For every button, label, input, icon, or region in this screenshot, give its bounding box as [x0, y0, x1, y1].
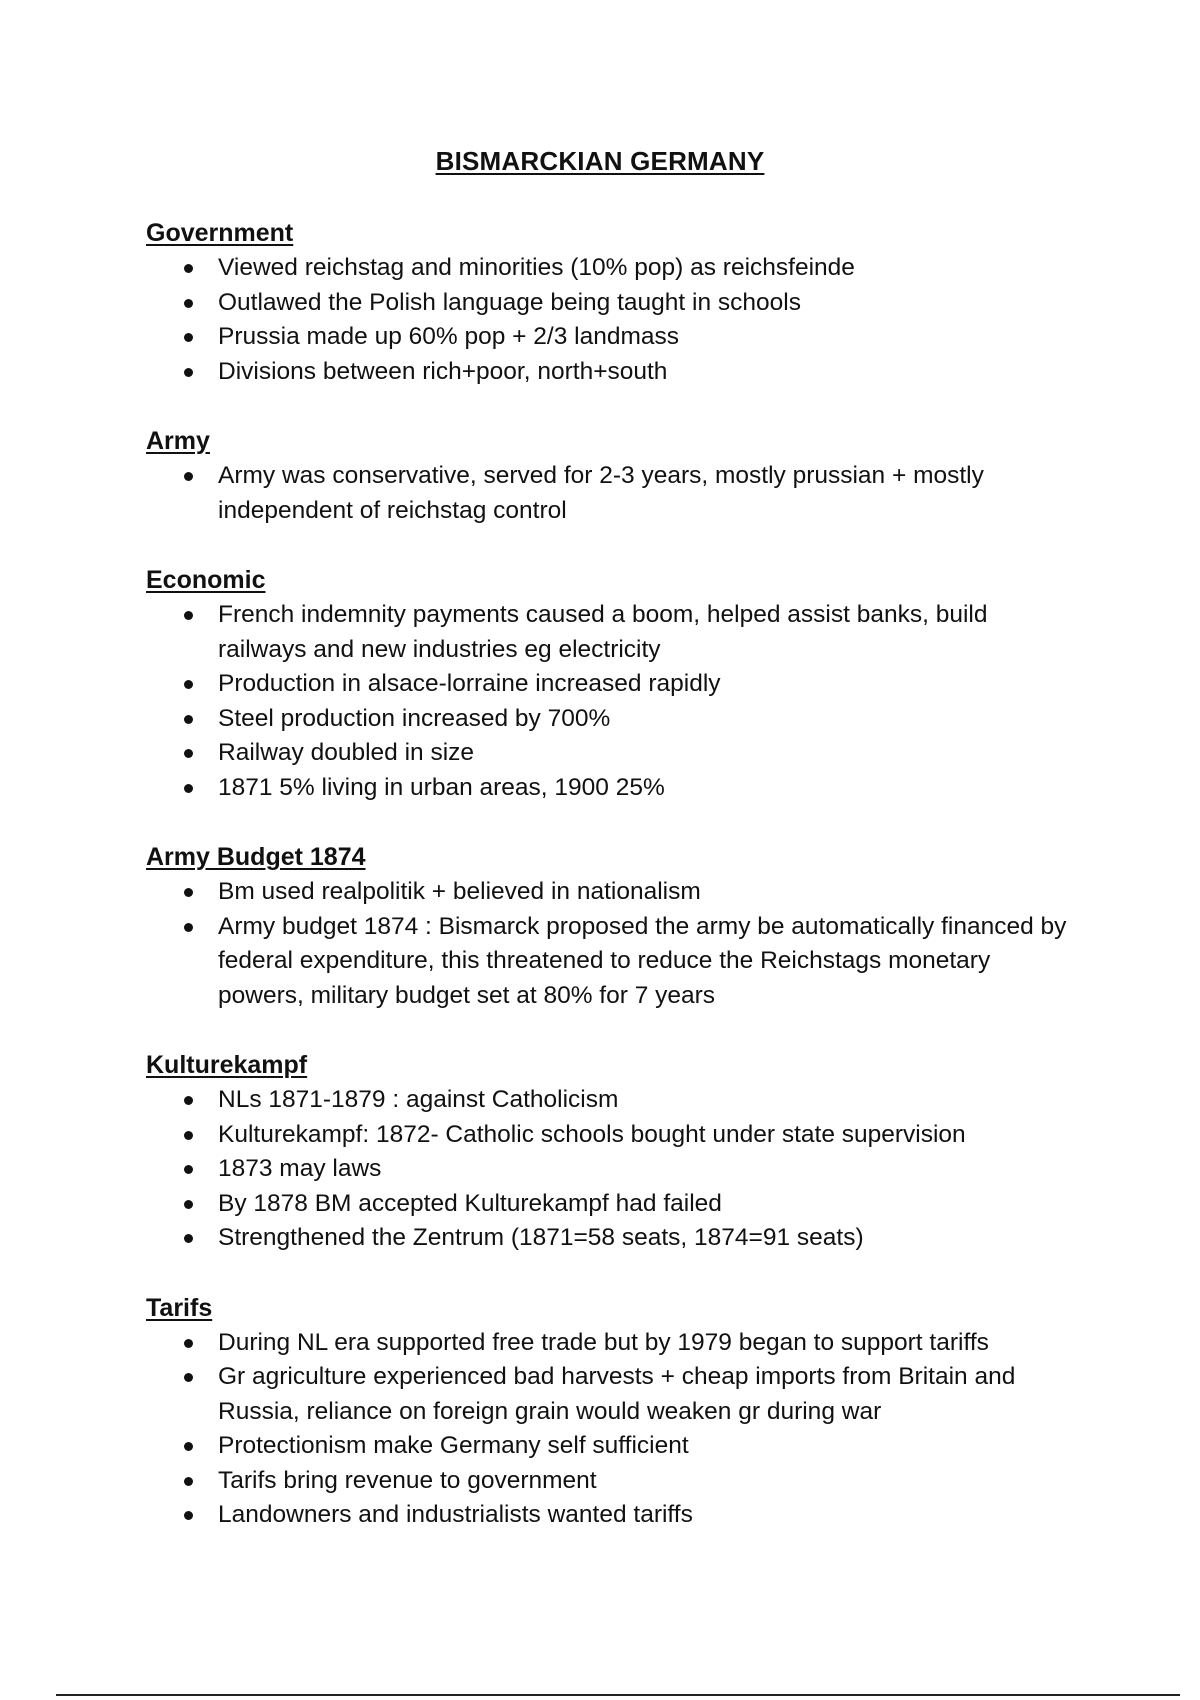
- bullet-item: Army was conservative, served for 2-3 years, mostly prussian + mostly independent of reichstag control: [218, 459, 1076, 528]
- bullet-item: Bm used realpolitik + believed in nationalism: [218, 875, 1076, 910]
- section-economic: [146, 563, 1076, 805]
- section-army: [146, 424, 1076, 528]
- bullet-item: Viewed reichstag and minorities (10% pop) as reichsfeinde: [218, 251, 1076, 286]
- section-tarifs: [146, 1291, 1076, 1533]
- document-body: [146, 216, 1076, 1568]
- bullet-item: 1871 5% living in urban areas, 1900 25%: [218, 771, 1076, 806]
- section-heading: Kulturekampf: [146, 1051, 308, 1079]
- section-army-budget-1874: [146, 840, 1076, 1013]
- document-title: BISMARCKIAN GERMANY: [435, 146, 765, 176]
- bullet-item: Kulturekampf: 1872- Catholic schools bought under state supervision: [218, 1118, 1076, 1153]
- bullet-item: During NL era supported free trade but by 1979 began to support tariffs: [218, 1326, 1076, 1361]
- bullet-item: Protectionism make Germany self sufficient: [218, 1429, 1076, 1464]
- bullet-item: Army budget 1874 : Bismarck proposed the army be automatically financed by federal expenditure, this threatened to reduce the Reichstags monetary powers, military budget set at 80% for 7 years: [218, 910, 1076, 1014]
- bullet-list: [146, 1083, 1076, 1256]
- bullet-item: Landowners and industrialists wanted tariffs: [218, 1498, 1076, 1533]
- section-heading: Army Budget 1874: [146, 843, 366, 871]
- bullet-item: NLs 1871-1879 : against Catholicism: [218, 1083, 1076, 1118]
- bullet-item: By 1878 BM accepted Kulturekampf had failed: [218, 1187, 1076, 1222]
- bullet-item: Tarifs bring revenue to government: [218, 1464, 1076, 1499]
- bullet-item: Steel production increased by 700%: [218, 702, 1076, 737]
- section-government: [146, 216, 1076, 389]
- bullet-item: Outlawed the Polish language being taught in schools: [218, 286, 1076, 321]
- bullet-list: [146, 251, 1076, 389]
- section-heading: Army: [146, 427, 210, 455]
- bullet-item: Railway doubled in size: [218, 736, 1076, 771]
- bullet-item: Divisions between rich+poor, north+south: [218, 355, 1076, 390]
- bullet-item: Strengthened the Zentrum (1871=58 seats, 1874=91 seats): [218, 1221, 1076, 1256]
- bullet-item: Gr agriculture experienced bad harvests + cheap imports from Britain and Russia, reliance on foreign grain would weaken gr during war: [218, 1360, 1076, 1429]
- bullet-list: [146, 875, 1076, 1013]
- bullet-list: [146, 1326, 1076, 1533]
- bullet-item: Production in alsace-lorraine increased rapidly: [218, 667, 1076, 702]
- bullet-list: [146, 598, 1076, 805]
- bullet-list: [146, 459, 1076, 528]
- section-heading: Government: [146, 219, 294, 247]
- section-heading: Economic: [146, 566, 266, 594]
- section-kulturekampf: [146, 1048, 1076, 1256]
- section-heading: Tarifs: [146, 1293, 213, 1322]
- page-bottom-divider: [56, 1694, 1180, 1696]
- bullet-item: French indemnity payments caused a boom, helped assist banks, build railways and new industries eg electricity: [218, 598, 1076, 667]
- bullet-item: Prussia made up 60% pop + 2/3 landmass: [218, 320, 1076, 355]
- bullet-item: 1873 may laws: [218, 1152, 1076, 1187]
